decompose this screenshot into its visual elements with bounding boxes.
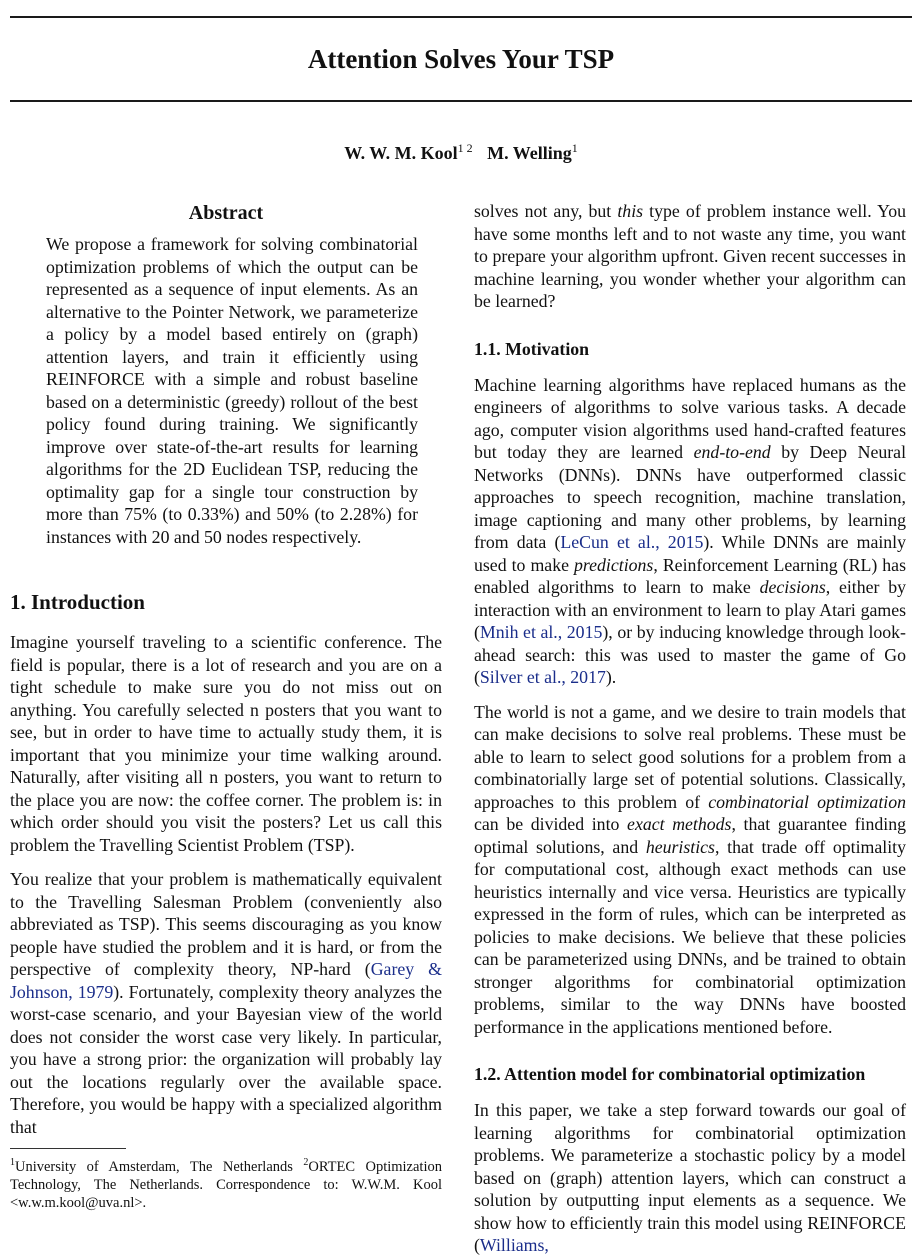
intro-paragraph-2: You realize that your problem is mathematically equivalent to the Travelling Salesman Problem (conveniently also abbreviated as TSP). This seems discouraging as you know people have studied the problem and it is hard, or from the perspective of complexity theory, NP-hard (Garey & Johnson, 1979). Fortunately, complexity theory analyzes the worst-case scenario, and your Bayesian view of the world does not consider the worst case very likely. In particular, you have a strong prior: the organization will probably lay out the locations regularly over the available space. Therefore, you would be happy with a specialized algorithm that	[10, 869, 443, 1137]
citation-link[interactable]: Silver et al., 2017	[479, 667, 606, 687]
abstract-heading: Abstract	[188, 202, 264, 224]
intro-paragraph-1: Imagine yourself traveling to a scientific conference. The field is popular, there is a lot of research and you are on a tight schedule to make sure you do not miss out on anything. You carefully selected n posters that you want to see, but in order to have time to actually study them, it is important that you minimize your time walking around. Naturally, after visiting all n posters, you want to return to the place you are now: the coffee corner. The problem is: in which order should you visit the posters? Let us call this problem the Travelling Scientist Problem (TSP).	[10, 632, 442, 855]
left-column	[10, 200, 442, 1138]
intro-paragraph-2-continued: solves not any, but this type of problem instance well. You have some months left and to not waste any time, you want to prepare your algorithm upfront. Given recent successes in machine learning, you wonder whether your algorithm can be learned?	[474, 201, 906, 311]
motivation-paragraph-1: Machine learning algorithms have replaced humans as the engineers of algorithms to solve various tasks. A decade ago, computer vision algorithms used hand-crafted features but today they are learned end-to-end by Deep Neural Networks (DNNs). DNNs have outperformed classic approaches to speech recognition, machine translation, image captioning and many other problems, by learning from data (LeCun et al., 2015). While DNNs are mainly used to make predictions, Reinforcement Learning (RL) has enabled algorithms to learn to make decisions, either by interaction with an environment to learn to play Atari games (Mnih et al., 2015), or by inducing knowledge through look-ahead search: this was used to master the game of Go (Silver et al., 2017).	[474, 374, 907, 687]
right-column	[474, 200, 906, 1257]
motivation-paragraph-2: The world is not a game, and we desire to train models that can make decisions to solve real problems. These must be able to learn to select good solutions for a problem from a combinatorially large set of potential solutions. Classically, approaches to this problem of combinatorial optimization can be divided into exact methods, that guarantee finding optimal solutions, and heuristics, that trade off optimality for computational cost, although exact methods can use heuristics internally and vice versa. Heuristics are typically expressed in the form of rules, which can be interpreted as policies to make decisions. We believe that these policies can be parameterized using DNNs, and be trained to obtain stronger algorithms for combinatorial optimization problems, similar to the way DNNs have boosted performance in the applications mentioned before.	[474, 701, 906, 1037]
affiliation-footnote: $^1$University of Amsterdam, The Netherlands $^2$ORTEC Optimization Technology, The Netherlands. Correspondence to: W.W.M. Kool <w.w.m.kool@uva.nl>.	[10, 1157, 442, 1211]
author-affiliation: 1 2	[457, 141, 473, 155]
title-bottom-rule	[10, 100, 912, 102]
abstract-text: We propose a framework for solving combinatorial optimization problems of which the output can be represented as a sequence of input elements. As an alternative to the Pointer Network, we parameterize a policy by a model based entirely on (graph) attention layers, and train it efficiently using REINFORCE with a simple and robust baseline based on a deterministic (greedy) rollout of the best policy found during training. We significantly improve over state-of-the-art results for learning algorithms for the 2D Euclidean TSP, reducing the optimality gap for a single tour construction by more than 75% (to 0.33%) and 50% (to 2.28%) for instances with 20 and 50 nodes respectively.	[46, 234, 418, 547]
section-heading-motivation: 1.1. Motivation	[474, 338, 590, 359]
section-heading-introduction: 1. Introduction	[10, 590, 145, 614]
footnote-rule	[10, 1148, 126, 1149]
citation-link[interactable]: Mnih et al., 2015	[479, 622, 603, 642]
author-welling: M. Welling$^1$	[487, 141, 578, 163]
paper-title: Attention Solves Your TSP	[307, 44, 615, 74]
citation-link[interactable]: Garey & Johnson, 1979	[10, 959, 442, 1002]
top-rule	[10, 16, 912, 18]
author-kool: W. W. M. Kool$^{1 2}$	[344, 141, 473, 163]
attention-paragraph-1: In this paper, we take a step forward towards our goal of learning algorithms for combinatorial optimization problems. We parameterize a stochastic policy by a model based on (graph) attention layers, which can construct a solution by outputting input elements as a sequence. We show how to efficiently train this model using REINFORCE (Williams,	[474, 1100, 906, 1255]
citation-link[interactable]: LeCun et al., 2015	[560, 532, 704, 552]
author-list	[0, 141, 922, 164]
citation-link[interactable]: Williams,	[479, 1235, 549, 1255]
section-heading-attention-model: 1.2. Attention model for combinatorial optimization	[474, 1064, 866, 1084]
author-affiliation: 1	[571, 141, 578, 155]
